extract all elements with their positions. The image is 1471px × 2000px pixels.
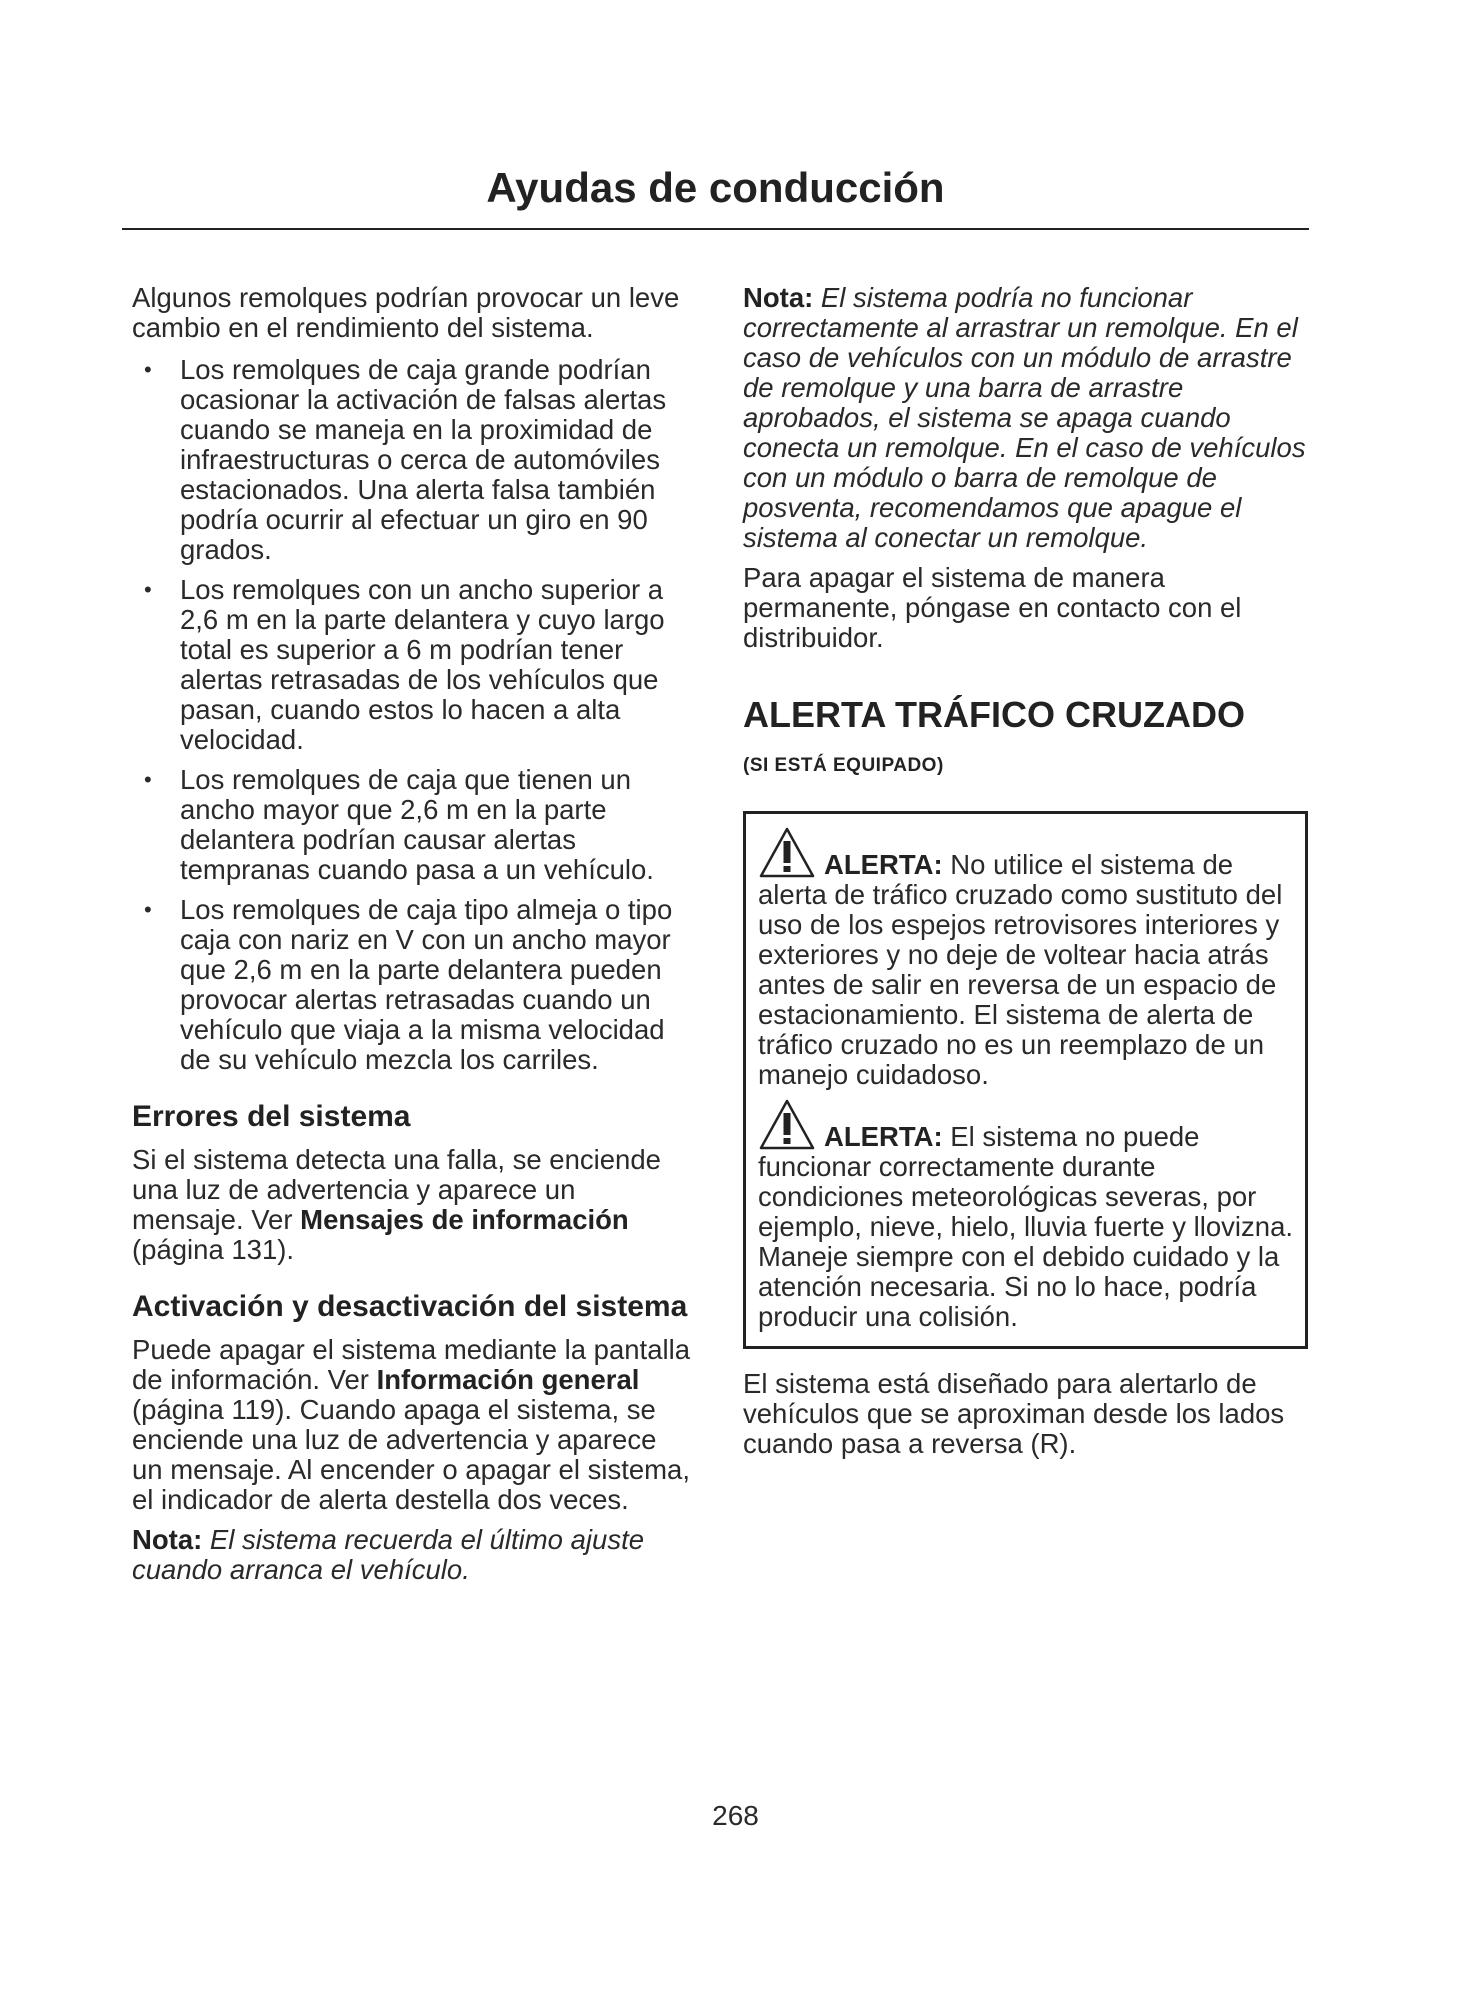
activation-paragraph [132, 1335, 692, 1515]
activation-text-1: Puede apagar el sistema mediante la pantalla de información. Ver [132, 1334, 691, 1395]
list-item-text: Los remolques de caja tipo almeja o tipo caja con nariz en V con un ancho mayor que 2,6 m en la parte delantera pueden provocar alertas retrasadas cuando un vehículo que viaja a la misma velocidad de su vehículo mezcla los carriles. [180, 894, 673, 1075]
list-item [132, 765, 692, 885]
note-text: El sistema podría no funcionar correctamente al arrastrar un remolque. En el caso de vehículos con un módulo de arrastre de remolque y una barra de arrastre aprobados, el sistema se apaga cuando conecta un remolque. En el caso de vehículos con un módulo o barra de remolque de posventa, recomendamos que apague el sistema al conectar un remolque. [743, 282, 1306, 553]
warning-label: ALERTA: [824, 1121, 943, 1152]
page-number: 268 [712, 1800, 759, 1831]
trailer-bullet-list [132, 355, 692, 1075]
note-text: El sistema recuerda el último ajuste cuando arranca el vehículo. [132, 1524, 644, 1585]
list-item [132, 355, 692, 565]
page-title: Ayudas de conducción [486, 164, 945, 211]
activation-text-2: (página 119). Cuando apaga el sistema, se enciende una luz de advertencia y aparece un mensaje. Al encender o apagar el sistema, el indicador de alerta destella dos veces. [132, 1394, 690, 1515]
warning-text: No utilice el sistema de alerta de tráfico cruzado como sustituto del uso de los espejos retrovisores interiores y exteriores y no deje de voltear hacia atrás antes de salir en reversa de un espacio de estacionamiento. El sistema de alerta de tráfico cruzado no es un reemplazo de un manejo cuidadoso. [758, 849, 1283, 1090]
warning-triangle-icon [758, 826, 816, 880]
left-note [132, 1525, 692, 1585]
cross-traffic-heading: ALERTA TRÁFICO CRUZADO [743, 694, 1245, 735]
errors-heading: Errores del sistema [132, 1100, 411, 1133]
general-info-link[interactable]: Información general [376, 1364, 640, 1395]
list-item-text: Los remolques con un ancho superior a 2,6 m en la parte delantera y cuyo largo total es superior a 6 m podrían tener alertas retrasadas de los vehículos que pasan, cuando estos lo hacen a alta velocidad. [180, 574, 665, 755]
closing-paragraph: El sistema está diseñado para alertarlo de vehículos que se aproximan desde los lados cuando pasa a reversa (R). [743, 1368, 1285, 1459]
warning-label: ALERTA: [824, 849, 943, 880]
equipped-label: (SI ESTÁ EQUIPADO) [743, 755, 944, 776]
intro-paragraph: Algunos remolques podrían provocar un leve cambio en el rendimiento del sistema. [132, 282, 680, 343]
list-item-text: Los remolques de caja que tienen un ancho mayor que 2,6 m en la parte delantera podrían causar alertas tempranas cuando pasa a un vehículo. [180, 764, 654, 885]
warning-box [743, 811, 1308, 1349]
header-divider [122, 228, 1309, 230]
page-header [122, 158, 1309, 230]
bullet-icon: • [144, 767, 152, 792]
note-label: Nota: [132, 1524, 203, 1555]
bullet-icon: • [144, 357, 152, 382]
bullet-icon: • [144, 577, 152, 602]
bullet-icon: • [144, 897, 152, 922]
right-column [743, 283, 1308, 1469]
warning-item [758, 1098, 1293, 1332]
warning-text: El sistema no puede funcionar correctamente durante condiciones meteorológicas severas, por ejemplo, nieve, hielo, lluvia fuerte y llovizna. Maneje siempre con el debido cuidado y la atención necesaria. Si no lo hace, podría producir una colisión. [758, 1121, 1294, 1332]
right-note [743, 283, 1308, 553]
list-item [132, 895, 692, 1075]
errors-text: Si el sistema detecta una falla, se enciende una luz de advertencia y aparece un mensaje. Ver [132, 1144, 661, 1235]
errors-page-ref: (página 131). [132, 1234, 295, 1265]
warning-triangle-icon [758, 1098, 816, 1152]
left-column [132, 283, 692, 1595]
disable-paragraph: Para apagar el sistema de manera permanente, póngase en contacto con el distribuidor. [743, 562, 1242, 653]
activation-heading: Activación y desactivación del sistema [132, 1290, 688, 1323]
note-label: Nota: [743, 282, 814, 313]
list-item-text: Los remolques de caja grande podrían ocasionar la activación de falsas alertas cuando se maneja en la proximidad de infraestructuras o cerca de automóviles estacionados. Una alerta falsa también podría ocurrir al efectuar un giro en 90 grados. [180, 354, 667, 565]
info-messages-link[interactable]: Mensajes de información [300, 1204, 629, 1235]
warning-item [758, 826, 1293, 1090]
errors-paragraph [132, 1145, 692, 1265]
list-item [132, 575, 692, 755]
